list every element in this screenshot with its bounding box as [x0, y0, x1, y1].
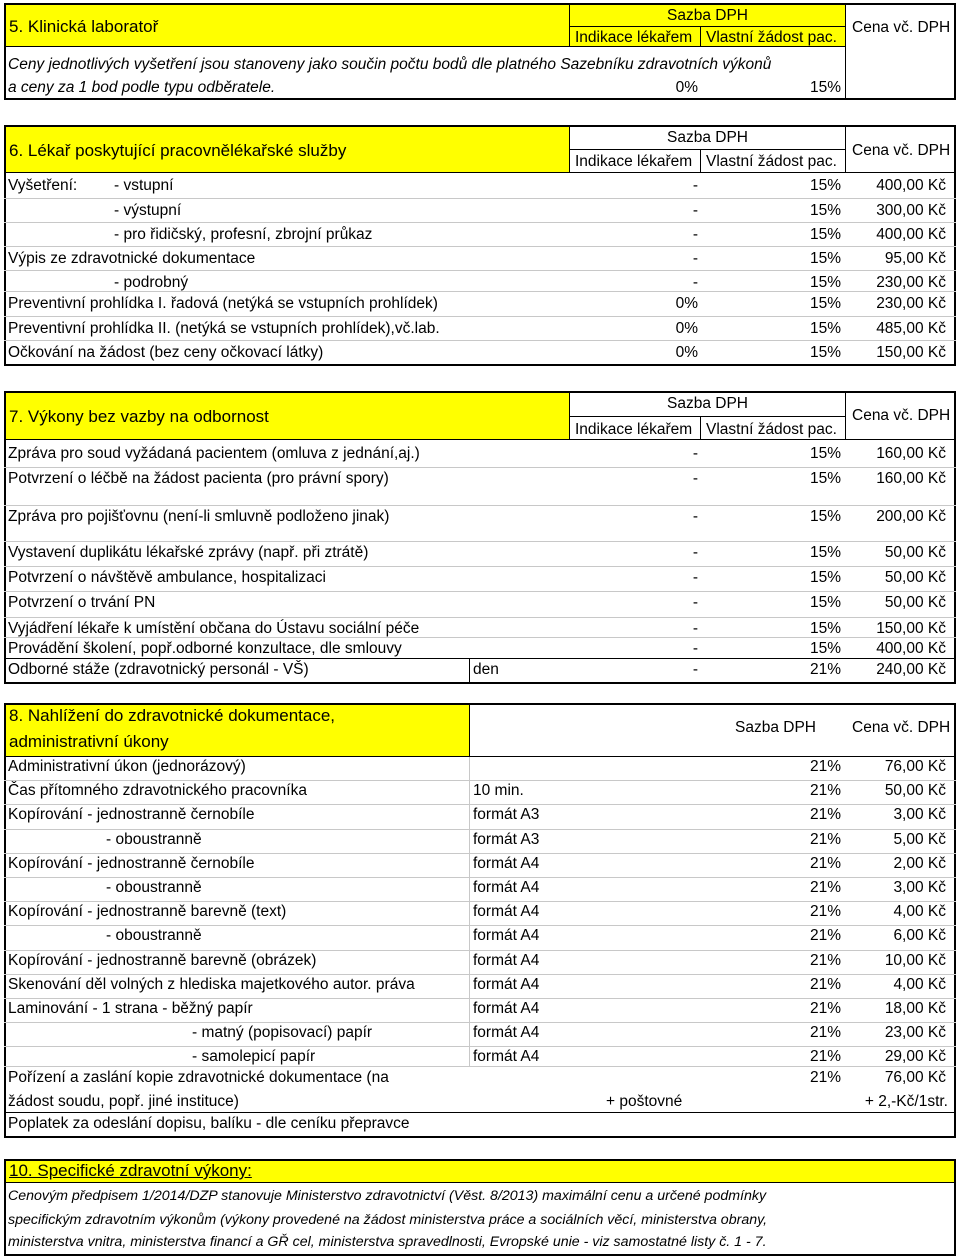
s8-copy-postage: + poštovné: [606, 1093, 683, 1110]
s8-row-rate: 21%: [809, 831, 841, 848]
s5-indikace-header: Indikace lékařem: [575, 29, 693, 46]
s6-row-price: 400,00 Kč: [876, 226, 946, 243]
s5-title: 5. Klinická laboratoř: [9, 17, 159, 36]
s7-row-label: Potvrzení o trvání PN: [8, 594, 156, 611]
s6-row-sublabel: - pro řidičský, profesní, zbrojní průkaz: [114, 226, 373, 243]
s7-sazba-header: Sazba DPH: [667, 395, 748, 412]
s7-row-vlastni: 15%: [809, 470, 841, 487]
s8-row-grid: [4, 877, 956, 878]
s8-row-unit: formát A4: [473, 976, 540, 993]
s7-row-label: Provádění školení, popř.odborné konzultace, dle smlouvy: [8, 640, 402, 657]
s7-row-indikace: -: [692, 544, 698, 561]
s8-row-grid: [4, 804, 956, 805]
s5-rate-indikace: 0%: [675, 79, 698, 96]
s8-row-label: Skenování děl volných z hlediska majetkového autor. práva: [8, 976, 415, 993]
s8-row-unit: formát A4: [473, 903, 540, 920]
s5-note-line2: a ceny za 1 bod podle typu odběratele.: [8, 79, 276, 96]
s8-row-price: 50,00 Kč: [884, 782, 946, 799]
s7-row-price: 50,00 Kč: [884, 569, 946, 586]
s6-row-vlastni: 15%: [809, 250, 841, 267]
s7-row-price: 50,00 Kč: [884, 594, 946, 611]
s8-row-grid: [4, 1022, 956, 1023]
s8-row-rate: 21%: [809, 1048, 841, 1065]
s7-row-indikace: -: [692, 640, 698, 657]
s7-row-price: 50,00 Kč: [884, 544, 946, 561]
s10-line-3: ministerstva vnitra, ministerstva financí a GŘ cel, ministerstva spravedlnosti, Evropské unie - viz samostatné listy č. 1 - 7.: [8, 1234, 767, 1250]
s5-sep-c: [845, 4, 846, 98]
s6-row-vlastni: 15%: [809, 295, 841, 312]
s7-row-grid: [4, 617, 956, 618]
s6-sep-b: [700, 150, 701, 172]
s6-cena-header: Cena vč. DPH: [852, 142, 951, 159]
s6-indikace-header: Indikace lékařem: [575, 153, 693, 170]
s6-row-vlastni: 15%: [809, 177, 841, 194]
s7-row-price: 400,00 Kč: [876, 640, 946, 657]
s8-sazba-header: Sazba DPH: [735, 719, 816, 736]
s6-row-price: 400,00 Kč: [876, 177, 946, 194]
s10-line-1: Cenovým předpisem 1/2014/DZP stanovuje Ministerstvo zdravotnictví (Věst. 8/2013) maximální cenu a určené podmínky: [8, 1188, 767, 1204]
s7-hline-head: [4, 439, 956, 440]
s8-row-label: - matný (popisovací) papír: [192, 1024, 373, 1041]
s8-row-label: Kopírování - jednostranně barevně (text): [8, 903, 287, 920]
s6-row-indikace: -: [692, 177, 698, 194]
s7-row-indikace: -: [692, 620, 698, 637]
s5-rate-vlastni: 15%: [809, 79, 841, 96]
s8-row-rate: 21%: [809, 976, 841, 993]
s6-row-indikace: -: [692, 202, 698, 219]
s7-row-label: Potvrzení o léčbě na žádost pacienta (pro právní spory): [8, 470, 389, 487]
s8-row-price: 2,00 Kč: [893, 855, 946, 872]
s7-row-vlastni: 15%: [809, 508, 841, 525]
s8-row-rate: 21%: [809, 927, 841, 944]
s8-row-rate: 21%: [809, 879, 841, 896]
s6-row-price: 150,00 Kč: [876, 344, 946, 361]
s7-row-vlastni: 15%: [809, 594, 841, 611]
s8-sep-a: [469, 704, 470, 756]
s6-vlastni-header: Vlastní žádost pac.: [706, 153, 837, 170]
s7-row-grid: [4, 637, 956, 638]
s6-row-sublabel: - výstupní: [114, 202, 182, 219]
s8-copy-desc-2: žádost soudu, popř. jiné instituce): [8, 1093, 239, 1110]
s6-row-grid: [4, 198, 956, 199]
s7-title: 7. Výkony bez vazby na odbornost: [9, 407, 269, 426]
s6-row-vlastni: 15%: [809, 320, 841, 337]
s7-row-vlastni: 15%: [809, 544, 841, 561]
s6-row-vlastni: 15%: [809, 202, 841, 219]
s8-row-unit: formát A4: [473, 1000, 540, 1017]
s7-row-vlastni: 15%: [809, 640, 841, 657]
s6-row-indikace: 0%: [675, 295, 698, 312]
s6-row-label: Preventivní prohlídka II. (netýká se vstupních prohlídek),vč.lab.: [8, 320, 440, 337]
s6-hline-head: [4, 172, 956, 173]
s7-row-indikace: -: [692, 569, 698, 586]
s8-row-price: 3,00 Kč: [893, 806, 946, 823]
s8-row-label: Laminování - 1 strana - běžný papír: [8, 1000, 253, 1017]
s8-row-unit: formát A4: [473, 879, 540, 896]
s7-hline-sub: [569, 416, 846, 417]
s8-postage-fee: Poplatek za odeslání dopisu, balíku - dle ceníku přepravce: [8, 1115, 410, 1132]
s8-row-price: 6,00 Kč: [893, 927, 946, 944]
s7-row-price: 150,00 Kč: [876, 620, 946, 637]
s7-sep-b: [700, 417, 701, 439]
s7-row-indikace: -: [692, 470, 698, 487]
s8-row-grid: [4, 998, 956, 999]
s7-row-price: 240,00 Kč: [876, 661, 946, 678]
s6-row-indikace: -: [692, 250, 698, 267]
s8-row-unit: formát A4: [473, 855, 540, 872]
s7-row-grid: [4, 541, 956, 542]
s6-row-label: Preventivní prohlídka I. řadová (netýká se vstupních prohlídek): [8, 295, 438, 312]
s8-row-rate: 21%: [809, 758, 841, 775]
s6-row-price: 300,00 Kč: [876, 202, 946, 219]
s6-row-vlastni: 15%: [809, 226, 841, 243]
s7-row-vlastni: 15%: [809, 445, 841, 462]
s8-copy-rate: 21%: [809, 1069, 841, 1086]
s8-copy-grid-top: [4, 1066, 956, 1067]
s8-row-rate: 21%: [809, 855, 841, 872]
s8-row-label: Kopírování - jednostranně černobíle: [8, 806, 255, 823]
s7-row-price: 160,00 Kč: [876, 445, 946, 462]
s8-row-grid: [4, 780, 956, 781]
s8-copy-price: 76,00 Kč: [884, 1069, 946, 1086]
s8-row-grid: [4, 974, 956, 975]
s6-row-label: Očkování na žádost (bez ceny očkovací látky): [8, 344, 324, 361]
s7-row-vlastni: 15%: [809, 569, 841, 586]
s5-hline2: [4, 46, 846, 47]
s8-sep-unit: [469, 757, 470, 1067]
s6-row-indikace: 0%: [675, 320, 698, 337]
s6-row-sublabel: - vstupní: [114, 177, 174, 194]
s8-copy-price-extra: + 2,-Kč/1str.: [864, 1093, 948, 1110]
s7-row-price: 200,00 Kč: [876, 508, 946, 525]
s8-row-price: 3,00 Kč: [893, 879, 946, 896]
s8-row-grid: [4, 853, 956, 854]
s7-row-grid: [4, 467, 956, 468]
s8-row-label: Kopírování - jednostranně černobíle: [8, 855, 255, 872]
s8-row-grid: [4, 925, 956, 926]
s6-row-grid: [4, 291, 956, 292]
s7-row-grid: [4, 505, 956, 506]
s6-row-vlastni: 15%: [809, 344, 841, 361]
s7-row-label: Zpráva pro pojišťovnu (není-li smluvně podloženo jinak): [8, 508, 390, 525]
s6-row-vlastni: 15%: [809, 274, 841, 291]
s8-row-label: Kopírování - jednostranně barevně (obrázek): [8, 952, 317, 969]
s8-row-label: Administrativní úkon (jednorázový): [8, 758, 246, 775]
s8-row-label: - samolepicí papír: [192, 1048, 316, 1065]
s7-sep-unit: [469, 659, 470, 683]
s6-row-indikace: -: [692, 226, 698, 243]
s7-row-indikace: -: [692, 445, 698, 462]
s8-title-line1: 8. Nahlížení do zdravotnické dokumentace,: [9, 706, 336, 725]
s10-hline: [4, 1182, 956, 1183]
s8-row-price: 10,00 Kč: [884, 952, 946, 969]
s8-row-rate: 21%: [809, 952, 841, 969]
s6-title: 6. Lékař poskytující pracovnělékařské služby: [9, 141, 347, 160]
s8-row-rate: 21%: [809, 1024, 841, 1041]
s8-row-unit: 10 min.: [473, 782, 524, 799]
s8-row-label: - oboustranně: [106, 927, 202, 944]
s8-row-unit: formát A3: [473, 806, 540, 823]
s8-hline-head: [4, 756, 956, 757]
s5-hline: [569, 26, 846, 27]
s5-vlastni-header: Vlastní žádost pac.: [706, 29, 837, 46]
s8-row-label: Čas přítomného zdravotnického pracovníka: [8, 782, 307, 799]
s8-row-grid: [4, 1046, 956, 1047]
s7-row-vlastni: 15%: [809, 620, 841, 637]
s6-row-price: 230,00 Kč: [876, 295, 946, 312]
s8-row-grid: [4, 829, 956, 830]
s8-row-unit: formát A4: [473, 1024, 540, 1041]
s6-row-grid: [4, 270, 956, 271]
s8-row-rate: 21%: [809, 782, 841, 799]
s8-row-price: 18,00 Kč: [884, 1000, 946, 1017]
s8-row-rate: 21%: [809, 806, 841, 823]
s8-row-rate: 21%: [809, 903, 841, 920]
s7-row-label: Odborné stáže (zdravotnický personál - VŠ): [8, 661, 309, 678]
s7-row-unit: den: [473, 661, 499, 678]
s7-indikace-header: Indikace lékařem: [575, 421, 693, 438]
s6-hline-sub: [569, 149, 846, 150]
s5-cena-header: Cena vč. DPH: [852, 19, 951, 36]
s8-row-label: - oboustranně: [106, 879, 202, 896]
s6-row-indikace: 0%: [675, 344, 698, 361]
s10-title: 10. Specifické zdravotní výkony:: [9, 1161, 252, 1180]
s6-row-indikace: -: [692, 274, 698, 291]
s7-hline-last: [4, 658, 956, 659]
s7-row-price: 160,00 Kč: [876, 470, 946, 487]
s7-row-grid: [4, 566, 956, 567]
s7-row-indikace: -: [692, 661, 698, 678]
s8-row-unit: formát A4: [473, 952, 540, 969]
s8-row-unit: formát A3: [473, 831, 540, 848]
s6-sazba-header: Sazba DPH: [667, 129, 748, 146]
s7-row-grid: [4, 591, 956, 592]
s7-row-label: Zpráva pro soud vyžádaná pacientem (omluva z jednání,aj.): [8, 445, 420, 462]
s6-row-label: Vyšetření:: [8, 177, 78, 194]
s8-row-price: 23,00 Kč: [884, 1024, 946, 1041]
s8-row-price: 4,00 Kč: [893, 976, 946, 993]
s5-sazba-header: Sazba DPH: [667, 7, 748, 24]
s8-row-grid: [4, 950, 956, 951]
s8-row-unit: formát A4: [473, 1048, 540, 1065]
s6-row-grid: [4, 246, 956, 247]
s8-row-price: 29,00 Kč: [884, 1048, 946, 1065]
s8-hline-postage: [4, 1112, 956, 1113]
s8-cena-header: Cena vč. DPH: [852, 719, 951, 736]
s7-row-indikace: -: [692, 508, 698, 525]
s5-note-line1: Ceny jednotlivých vyšetření jsou stanoveny jako součin počtu bodů dle platného Sazebníku zdravotních výkonů: [8, 56, 772, 73]
s10-line-2: specifickým zdravotním výkonům (výkony provedené na žádost ministerstva práce a sociálních věcí, ministerstva obrany,: [8, 1212, 768, 1228]
s6-row-price: 485,00 Kč: [876, 320, 946, 337]
s6-row-price: 230,00 Kč: [876, 274, 946, 291]
s6-row-grid: [4, 316, 956, 317]
s6-row-sublabel: - podrobný: [114, 274, 189, 291]
s8-row-price: 76,00 Kč: [884, 758, 946, 775]
s7-row-label: Potvrzení o návštěvě ambulance, hospitalizaci: [8, 569, 326, 586]
s7-row-indikace: -: [692, 594, 698, 611]
s5-sep-b: [700, 27, 701, 46]
s8-row-unit: formát A4: [473, 927, 540, 944]
s8-row-price: 5,00 Kč: [893, 831, 946, 848]
s8-row-rate: 21%: [809, 1000, 841, 1017]
s8-row-label: - oboustranně: [106, 831, 202, 848]
s8-row-price: 4,00 Kč: [893, 903, 946, 920]
s6-row-grid: [4, 340, 956, 341]
s7-row-vlastni: 21%: [809, 661, 841, 678]
s7-row-label: Vyjádření lékaře k umístění občana do Ústavu sociální péče: [8, 620, 420, 637]
s6-row-grid: [4, 222, 956, 223]
s8-copy-desc-1: Pořízení a zaslání kopie zdravotnické dokumentace (na: [8, 1069, 389, 1086]
s8-row-grid: [4, 901, 956, 902]
s7-cena-header: Cena vč. DPH: [852, 407, 951, 424]
s6-row-price: 95,00 Kč: [884, 250, 946, 267]
s7-vlastni-header: Vlastní žádost pac.: [706, 421, 837, 438]
s6-row-label: Výpis ze zdravotnické dokumentace: [8, 250, 256, 267]
s8-title-line2: administrativní úkony: [9, 732, 169, 751]
s7-row-label: Vystavení duplikátu lékařské zprávy (např. při ztrátě): [8, 544, 369, 561]
